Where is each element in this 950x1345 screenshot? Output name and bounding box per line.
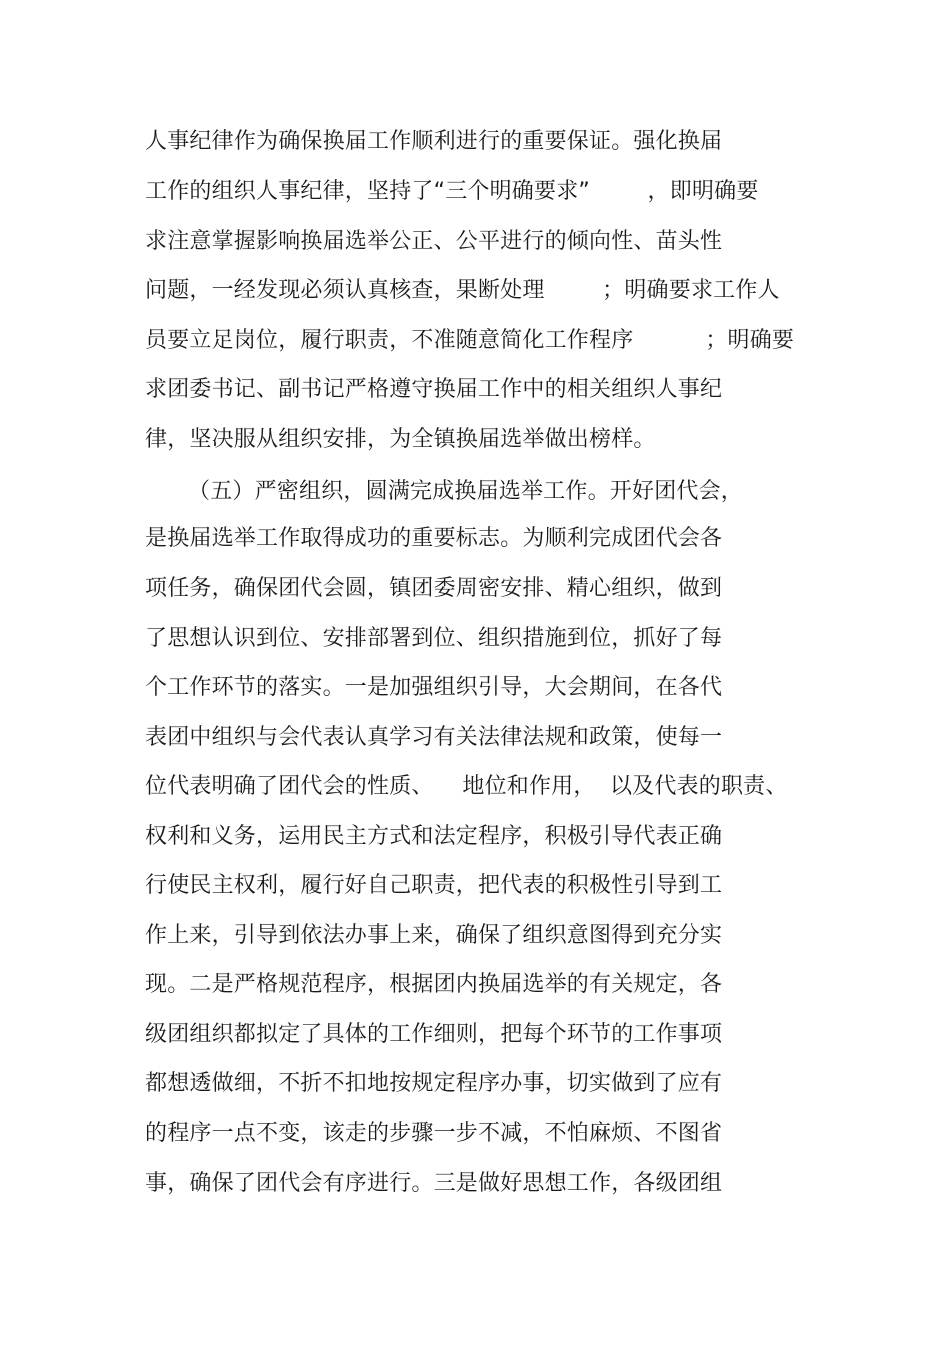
- section-heading-line: （五）严密组织，圆满完成换届选举工作。开好团代会，: [188, 479, 744, 504]
- text-line-22: 事，确保了团代会有序进行。三是做好思想工作，各级团组: [145, 1171, 723, 1196]
- text-line-12: 个工作环节的落实。一是加强组织引导，大会期间，在各代: [145, 675, 723, 700]
- text-line-21: 的程序一点不变，该走的步骤一步不减，不怕麻烦、不图省: [145, 1121, 723, 1146]
- text-line-11: 了思想认识到位、安排部署到位、组织措施到位，抓好了每: [145, 626, 723, 651]
- text-line-2: 工作的组织人事纪律，坚持了“三个明确要求” ，即明确要: [145, 179, 759, 204]
- text-line-15: 权利和义务，运用民主方式和法定程序，积极引导代表正确: [145, 824, 723, 849]
- text-line-3: 求注意掌握影响换届选举公正、公平进行的倾向性、苗头性: [145, 229, 723, 254]
- text-line-17: 作上来，引导到依法办事上来，确保了组织意图得到充分实: [145, 923, 723, 948]
- text-line-19: 级团组织都拟定了具体的工作细则，把每个环节的工作事项: [145, 1022, 723, 1047]
- text-line-5: 员要立足岗位，履行职责，不准随意简化工作程序 ；明确要: [145, 328, 795, 353]
- text-line-1: 人事纪律作为确保换届工作顺利进行的重要保证。强化换届: [145, 129, 723, 154]
- text-line-7: 律，坚决服从组织安排，为全镇换届选举做出榜样。: [145, 427, 656, 452]
- text-line-9: 是换届选举工作取得成功的重要标志。为顺利完成团代会各: [145, 526, 723, 551]
- text-line-16: 行使民主权利，履行好自己职责，把代表的积极性引导到工: [145, 873, 723, 898]
- text-line-10: 项任务，确保团代会圆，镇团委周密安排、精心组织，做到: [145, 576, 723, 601]
- text-line-18: 现。二是严格规范程序，根据团内换届选举的有关规定，各: [145, 972, 723, 997]
- text-line-14: 位代表明确了团代会的性质、 地位和作用， 以及代表的职责、: [145, 774, 788, 799]
- text-line-4: 问题，一经发现必须认真核查，果断处理 ；明确要求工作人: [145, 278, 780, 303]
- text-line-6: 求团委书记、副书记严格遵守换届工作中的相关组织人事纪: [145, 377, 723, 402]
- text-line-13: 表团中组织与会代表认真学习有关法律法规和政策，使每一: [145, 725, 723, 750]
- text-line-20: 都想透做细，不折不扣地按规定程序办事，切实做到了应有: [145, 1071, 723, 1096]
